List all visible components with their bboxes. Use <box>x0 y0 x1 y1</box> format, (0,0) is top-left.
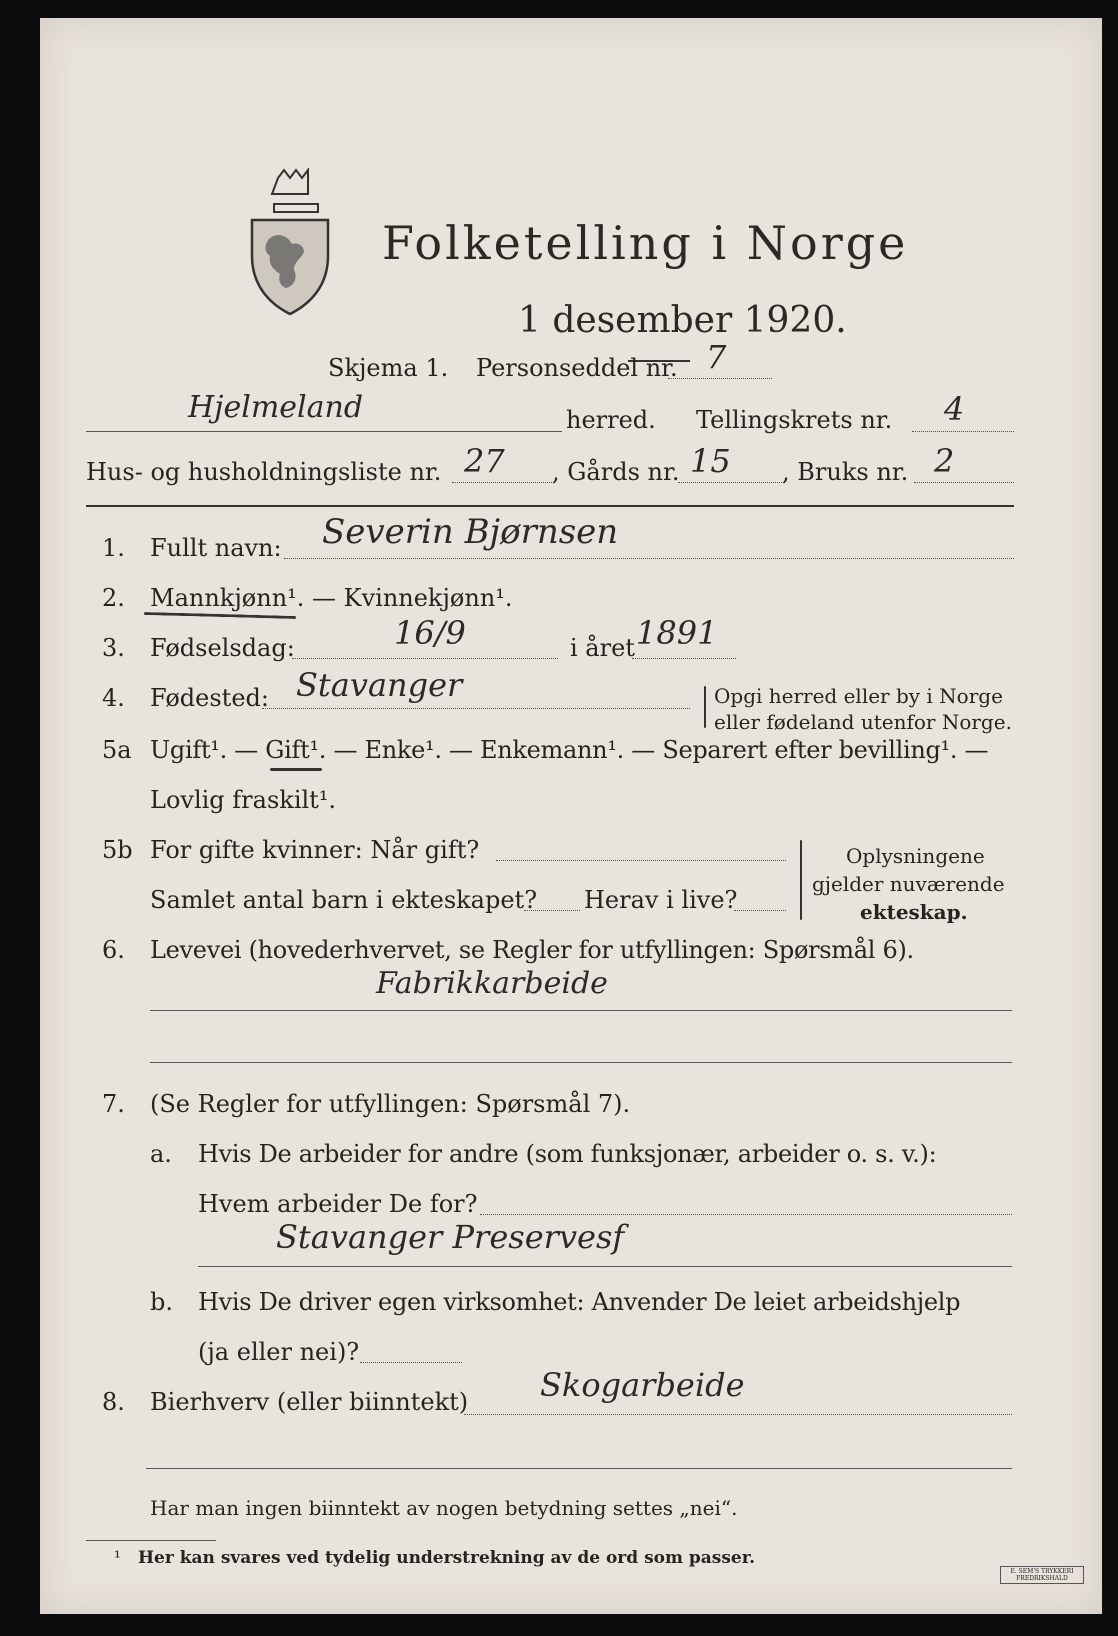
birthday-value: 16/9 <box>394 614 466 652</box>
footnote-mark: ¹ <box>114 1548 121 1568</box>
q5a-marital-options[interactable]: Ugift¹. — Gift¹. — Enke¹. — Enkemann¹. — Separert efter bevilling¹. — <box>150 736 989 764</box>
bruks-field[interactable] <box>914 482 1014 483</box>
q7-label: (Se Regler for utfyllingen: Spørsmål 7). <box>150 1090 631 1118</box>
personseddel-label: Personseddel nr. <box>476 354 678 382</box>
q5b-note-line1: Oplysningene <box>846 844 985 868</box>
hired-help-field[interactable] <box>360 1362 462 1363</box>
q4-note-line2: eller fødeland utenfor Norge. <box>714 710 1012 734</box>
printer-stamp <box>1000 1566 1084 1584</box>
birth-year-field[interactable] <box>632 658 736 659</box>
q6-label: Levevei (hovederhvervet, se Regler for utfyllingen: Spørsmål 6). <box>150 936 914 964</box>
q5b-line1: For gifte kvinner: Når gift? <box>150 836 480 864</box>
q5b-number: 5b <box>102 836 133 864</box>
hus-label: Hus- og husholdningsliste nr. <box>86 458 442 486</box>
gift-underline <box>270 768 322 771</box>
footer-note: Har man ingen biinntekt av nogen betydning settes „nei“. <box>150 1496 738 1520</box>
bruks-label: , Bruks nr. <box>782 458 909 486</box>
q2-gender-options[interactable]: Mannkjønn¹. — Kvinnekjønn¹. <box>150 584 513 612</box>
children-count-field[interactable] <box>524 910 580 911</box>
occupation-value: Fabrikkarbeide <box>376 966 608 1001</box>
q5b-note-line3: ekteskap. <box>860 900 968 924</box>
side-income-value: Skogarbeide <box>540 1366 745 1404</box>
q5b-brace <box>800 840 802 920</box>
coat-of-arms-icon <box>248 168 332 318</box>
q8-number: 8. <box>102 1388 125 1416</box>
q4-label: Fødested: <box>150 684 269 712</box>
employer-value: Stavanger Preservesf <box>276 1218 625 1256</box>
hus-field[interactable] <box>452 482 552 483</box>
birthday-field[interactable] <box>292 658 558 659</box>
q5a-line2[interactable]: Lovlig fraskilt¹. <box>150 786 337 814</box>
q5b-line2b: Herav i live? <box>584 886 738 914</box>
married-when-field[interactable] <box>496 860 786 861</box>
q7b-line1: Hvis De driver egen virksomhet: Anvender De leiet arbeidshjelp <box>198 1288 961 1316</box>
q7-number: 7. <box>102 1090 125 1118</box>
birth-year-value: 1891 <box>636 614 718 652</box>
herred-label: herred. <box>566 406 656 434</box>
header-divider <box>86 505 1014 507</box>
tellingskrets-label: Tellingskrets nr. <box>696 406 893 434</box>
tellingskrets-field[interactable] <box>912 431 1014 432</box>
q3-year-label: i året <box>570 634 635 662</box>
children-alive-field[interactable] <box>734 910 786 911</box>
gards-label: , Gårds nr. <box>552 458 680 486</box>
gards-value: 15 <box>690 442 731 480</box>
q3-label: Fødselsdag: <box>150 634 295 662</box>
q1-number: 1. <box>102 534 125 562</box>
q2-number: 2. <box>102 584 125 612</box>
side-income-field[interactable] <box>464 1414 1012 1415</box>
tellingskrets-value: 4 <box>944 390 965 428</box>
personseddel-field[interactable] <box>668 378 772 379</box>
q4-brace <box>704 686 706 728</box>
skjema-label: Skjema 1. <box>328 354 449 382</box>
birthplace-value: Stavanger <box>296 666 463 704</box>
q1-label: Fullt navn: <box>150 534 282 562</box>
footer-divider <box>146 1468 1012 1469</box>
bruks-value: 2 <box>934 442 955 480</box>
q6-number: 6. <box>102 936 125 964</box>
footnote-rule <box>86 1540 216 1541</box>
q7b-letter: b. <box>150 1288 173 1316</box>
personseddel-value: 7 <box>706 338 727 376</box>
q7a-letter: a. <box>150 1140 172 1168</box>
herred-field[interactable] <box>86 431 562 432</box>
employer-field-2[interactable] <box>198 1266 1012 1267</box>
full-name-field[interactable] <box>284 558 1014 559</box>
q5b-note-line2: gjelder nuværende <box>812 872 1005 896</box>
herred-value: Hjelmeland <box>188 390 364 425</box>
q8-label: Bierhverv (eller biinntekt) <box>150 1388 469 1416</box>
q5b-line2: Samlet antal barn i ekteskapet? <box>150 886 538 914</box>
gards-field[interactable] <box>678 482 782 483</box>
census-form-page <box>40 18 1102 1614</box>
hus-value: 27 <box>464 442 505 480</box>
mannkjonn-underline <box>144 612 296 619</box>
occupation-field-2[interactable] <box>150 1062 1012 1063</box>
q3-number: 3. <box>102 634 125 662</box>
q5a-number: 5a <box>102 736 132 764</box>
form-title: Folketelling i Norge <box>382 216 909 270</box>
q4-number: 4. <box>102 684 125 712</box>
employer-field[interactable] <box>480 1214 1012 1215</box>
q7a-line1: Hvis De arbeider for andre (som funksjonær, arbeider o. s. v.): <box>198 1140 937 1168</box>
occupation-field[interactable] <box>150 1010 1012 1011</box>
printer-stamp-text: E. SEM'S TRYKKERI FREDRIKSHALD <box>1010 1568 1074 1582</box>
birthplace-field[interactable] <box>262 708 690 709</box>
full-name-value: Severin Bjørnsen <box>322 512 619 552</box>
footnote-text: Her kan svares ved tydelig understrekning av de ord som passer. <box>138 1548 756 1568</box>
census-date: 1 desember 1920. <box>518 300 847 341</box>
q7a-line2: Hvem arbeider De for? <box>198 1190 478 1218</box>
q4-note-line1: Opgi herred eller by i Norge <box>714 684 1003 708</box>
q7b-line2: (ja eller nei)? <box>198 1338 360 1366</box>
